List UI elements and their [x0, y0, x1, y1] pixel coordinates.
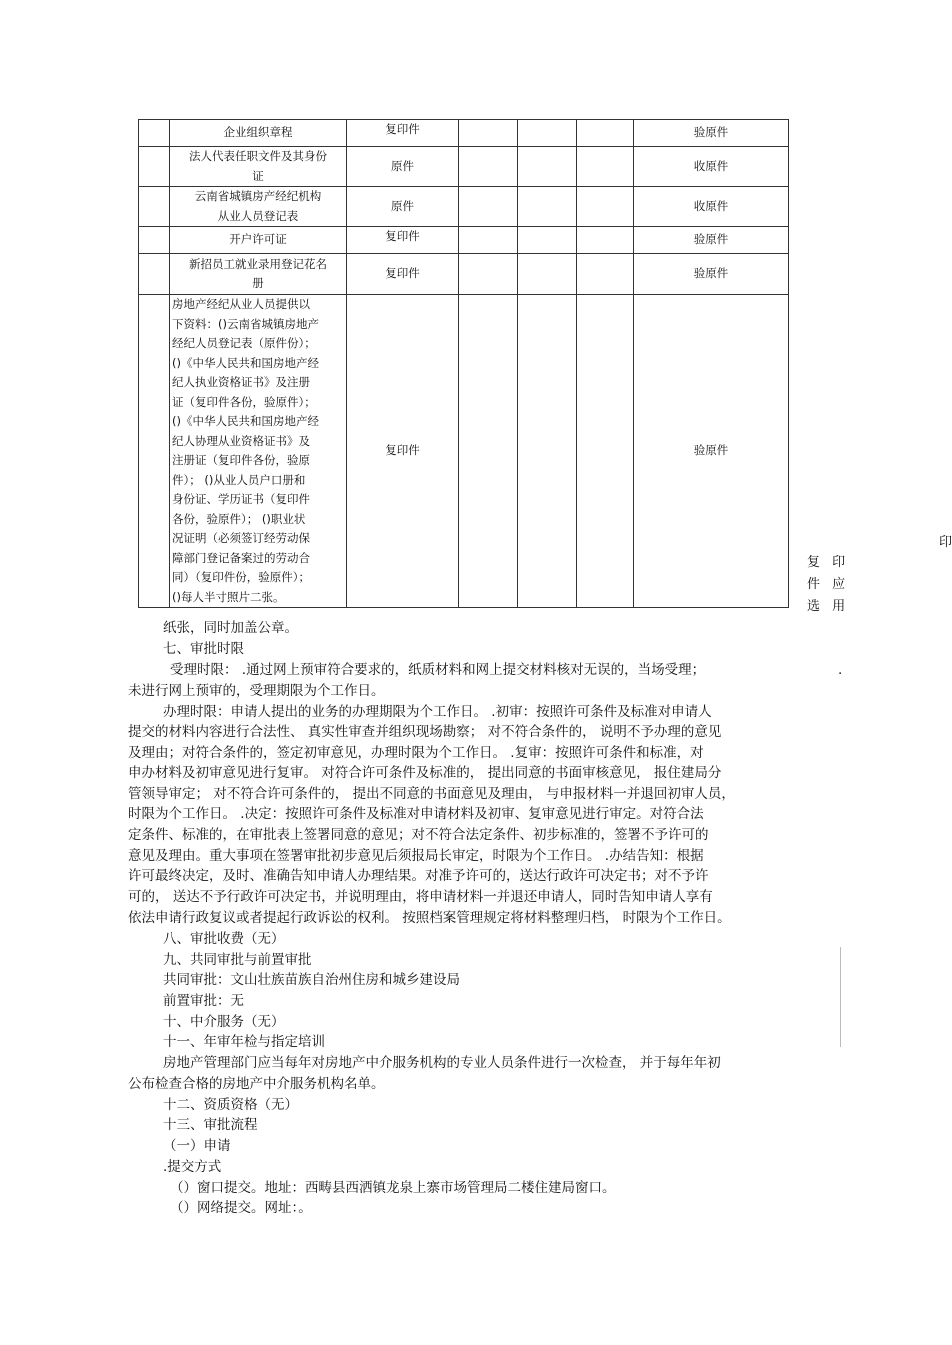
material-note-cell: 收原件: [634, 147, 789, 187]
table-row: [139, 254, 789, 295]
text-line: 办理时限：申请人提出的业务的办理期限为个工作日。 .初审：按照许可条件及标准对申请人: [163, 704, 712, 720]
row-index-cell: [139, 295, 170, 608]
material-name-line: 各份，验原件）； ()职业状: [172, 511, 306, 526]
empty-cell: [577, 254, 634, 295]
text-line: 及理由；对符合条件的，签定初审意见，办理时限为个工作日。 .复审：按照许可条件和标准，对: [128, 745, 704, 761]
material-type-cell: 复印件: [347, 120, 459, 147]
empty-cell: [518, 147, 577, 187]
text-line: 意见及理由。重大事项在签署审批初步意见后须报局长审定，时限为个工作日。 .办结告知：根据: [128, 848, 704, 864]
empty-cell: [518, 254, 577, 295]
empty-cell: [459, 295, 518, 608]
table-row: [139, 147, 789, 187]
material-name-line: 同）（复印件份，验原件）；: [172, 570, 310, 584]
material-name-line: 纪人协理从业资格证书》及: [172, 433, 310, 448]
text-line: 公布检查合格的房地产中介服务机构名单。: [128, 1076, 385, 1092]
material-name-cell: 法人代表任职文件及其身份 证: [170, 147, 347, 187]
text-line: 房地产管理部门应当每年对房地产中介服务机构的专业人员条件进行一次检查， 并于每年年初: [163, 1055, 721, 1071]
table-row: [139, 295, 789, 608]
material-name-line: 件）； ()从业人员户口册和: [172, 472, 306, 487]
material-name-line: ()《中华人民共和国房地产经: [172, 414, 319, 428]
material-type-cell: 复印件: [347, 295, 459, 608]
material-name-line: 证（复印件各份，验原件）；: [172, 394, 316, 409]
material-name-line: ()每人半寸照片二张。: [172, 589, 285, 604]
text-line: 十一、年审年检与指定培训: [163, 1034, 325, 1050]
side-note-line: 件 应: [807, 577, 850, 592]
material-name-line: 况证明（必须签订经劳动保: [172, 531, 310, 545]
material-note-cell: 验原件: [634, 254, 789, 295]
empty-cell: [459, 120, 518, 147]
material-name-line: 房地产经纪从业人员提供以: [172, 297, 310, 311]
material-note-cell: 收原件: [634, 187, 789, 227]
text-line: 纸张，同时加盖公章。: [163, 620, 298, 636]
side-edge-text: 印: [939, 535, 952, 550]
text-line: 管领导审定； 对不符合许可条件的， 提出不同意的书面意见及理由， 与申报材料一并退回初审人员，: [128, 786, 735, 802]
material-type-cell: 原件: [347, 187, 459, 227]
text-line: 十、中介服务（无）: [163, 1014, 285, 1030]
material-name-line: 注册证（复印件各份，验原: [172, 453, 310, 467]
material-name-cell: 新招员工就业录用登记花名 册: [170, 254, 347, 295]
material-note-cell: 验原件: [634, 295, 789, 608]
row-index-cell: [139, 187, 170, 227]
text-line: .提交方式: [163, 1159, 222, 1175]
text-line: 未进行网上预审的，受理期限为个工作日。: [128, 683, 385, 699]
empty-cell: [577, 120, 634, 147]
text-line: 许可最终决定，及时、准确告知申请人办理结果。对准予许可的，送达行政许可决定书；对不予许: [128, 868, 709, 884]
text-line: 八、审批收费（无）: [163, 931, 285, 947]
row-index-cell: [139, 227, 170, 254]
empty-cell: [518, 187, 577, 227]
text-line: 七、审批时限: [163, 641, 244, 657]
side-note-line: 复 印: [807, 555, 850, 570]
material-name-line: 身份证、学历证书（复印件: [172, 492, 310, 506]
material-name-cell: [170, 295, 347, 608]
text-line: 申办材料及初审意见进行复审。 对符合许可条件及标准的， 提出同意的书面审核意见， 报住建局分: [128, 765, 722, 781]
text-line: 前置审批：无: [163, 993, 244, 1009]
material-name-line: 障部门登记备案过的劳动合: [172, 550, 310, 565]
text-line: 提交的材料内容进行合法性、 真实性审查并组织现场勘察； 对不符合条件的， 说明不予办理的意见: [128, 724, 722, 740]
empty-cell: [577, 147, 634, 187]
table-row: [139, 227, 789, 254]
empty-cell: [518, 295, 577, 608]
text-line: 共同审批：文山壮族苗族自治州住房和城乡建设局: [163, 972, 460, 988]
text-line: .: [838, 662, 843, 678]
empty-cell: [518, 227, 577, 254]
empty-cell: [577, 295, 634, 608]
text-line: 九、共同审批与前置审批: [163, 952, 312, 968]
material-name-line: ()《中华人民共和国房地产经: [172, 355, 319, 370]
material-type-cell: 原件: [347, 147, 459, 187]
table-row: [139, 120, 789, 147]
side-note-line: 选 用: [807, 599, 850, 614]
row-index-cell: [139, 254, 170, 295]
text-line: 十三、审批流程: [163, 1117, 258, 1133]
material-type-cell: 复印件: [347, 254, 459, 295]
material-note-cell: 验原件: [634, 227, 789, 254]
empty-cell: [459, 227, 518, 254]
text-line: 时限为个工作日。 .决定：按照许可条件及标准对申请材料及初审、复审意见进行审定。对符合法: [128, 806, 704, 822]
empty-cell: [459, 147, 518, 187]
text-line: （）网络提交。网址：。: [170, 1200, 312, 1216]
text-line: 依法申请行政复议或者提起行政诉讼的权利。 按照档案管理规定将材料整理归档， 时限为个工作日。: [128, 910, 731, 926]
empty-cell: [577, 187, 634, 227]
text-line: 可的， 送达不予行政许可决定书，并说明理由，将申请材料一并退还申请人，同时告知申请人享有: [128, 889, 713, 905]
material-name-cell: 云南省城镇房产经纪机构 从业人员登记表: [170, 187, 347, 227]
material-name-line: 下资料：()云南省城镇房地产: [172, 316, 319, 331]
row-index-cell: [139, 120, 170, 147]
empty-cell: [518, 120, 577, 147]
material-name-line: 经纪人员登记表（原件份）；: [172, 336, 316, 350]
empty-cell: [459, 187, 518, 227]
text-line: （一）申请: [163, 1138, 231, 1154]
material-name-line: 纪人执业资格证书》及注册: [172, 375, 310, 389]
text-line: 定条件、标准的，在审批表上签署同意的意见；对不符合法定条件、初步标准的，签署不予许可的: [128, 827, 709, 843]
materials-table: [138, 119, 789, 608]
material-type-cell: 复印件: [347, 227, 459, 254]
text-line: （）窗口提交。地址：西畴县西洒镇龙泉上寨市场管理局二楼住建局窗口。: [170, 1180, 616, 1196]
material-name-cell: 企业组织章程: [170, 120, 347, 147]
material-name-cell: 开户许可证: [170, 227, 347, 254]
empty-cell: [459, 254, 518, 295]
row-index-cell: [139, 147, 170, 187]
empty-cell: [577, 227, 634, 254]
table-row: [139, 187, 789, 227]
material-note-cell: 验原件: [634, 120, 789, 147]
text-line: 十二、资质资格（无）: [163, 1097, 298, 1113]
text-line: 受理时限： .通过网上预审符合要求的，纸质材料和网上提交材料核对无误的，当场受理；: [170, 662, 706, 678]
margin-rule: [840, 947, 841, 1047]
